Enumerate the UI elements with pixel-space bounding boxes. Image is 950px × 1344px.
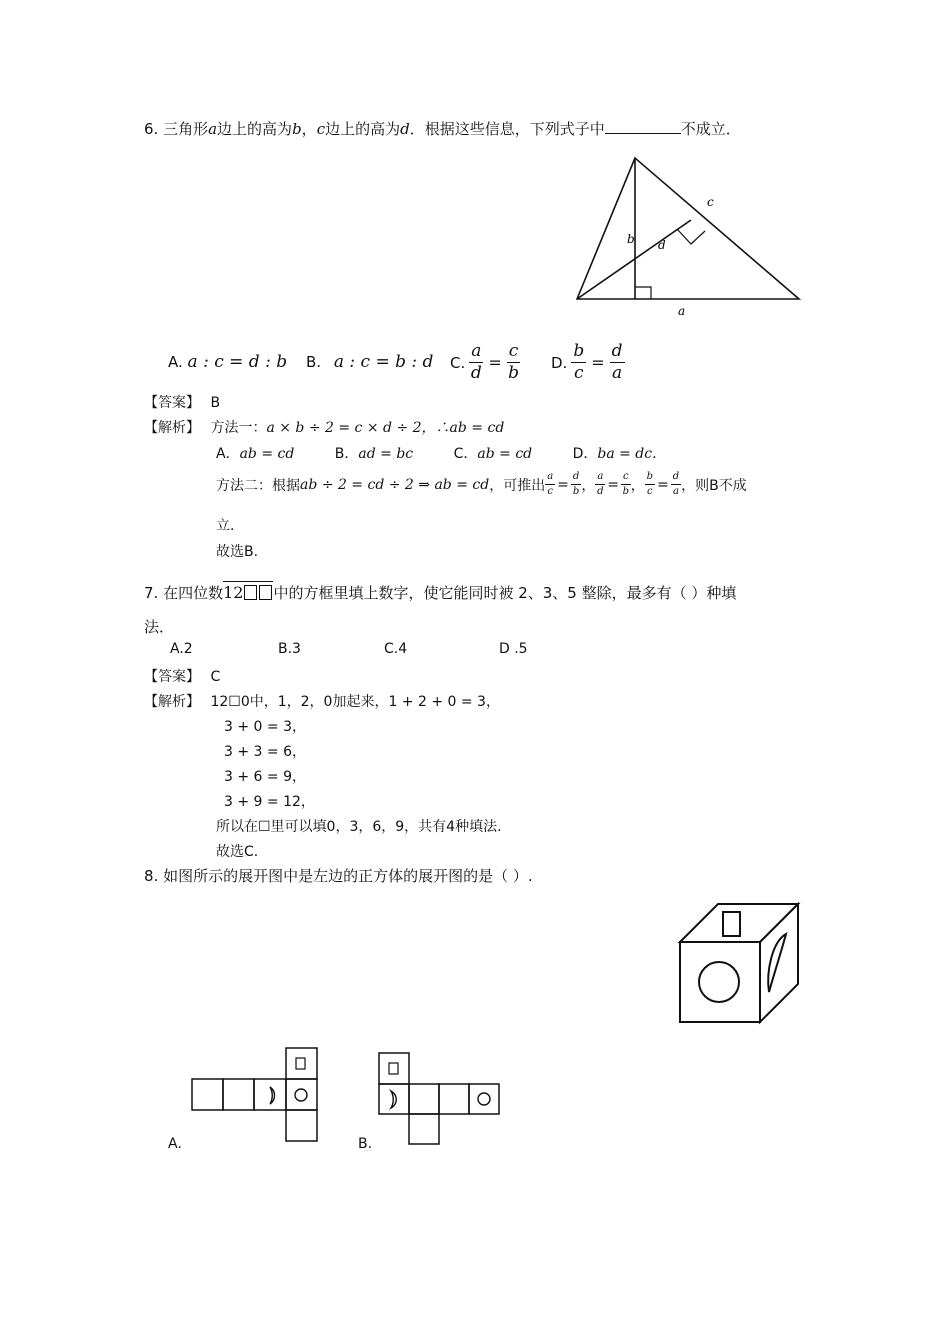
option-label: D．: [572, 446, 598, 462]
net-face: [409, 1084, 439, 1114]
net-b-figure: [377, 1051, 503, 1147]
denominator: b: [622, 486, 630, 497]
q6-conclusion: 故选B.: [216, 544, 259, 560]
cube-right-face: [760, 904, 798, 1022]
analysis-line: 3 + 6 = 9，: [224, 769, 306, 785]
option-label: B.: [306, 353, 322, 371]
q7-option-c: C.4: [384, 641, 408, 657]
q6-method2: [216, 472, 747, 497]
method1-expr: a × b ÷ 2 = c × d ÷ 2，∴ab = cd: [266, 420, 505, 436]
q6-stem-text: 不成立．: [680, 120, 741, 138]
analysis-line: 所以在☐里可以填0，3，6，9，共有4种填法.: [216, 819, 502, 835]
q7-option-b: B.3: [278, 641, 301, 657]
numerator: d: [611, 341, 623, 361]
net-face-circle: [469, 1084, 499, 1114]
frac: [545, 472, 555, 497]
q6-method2-wrap: 立.: [216, 518, 235, 534]
numerator: b: [573, 341, 585, 361]
q6-stem-text: ．根据这些信息，下列式子中: [409, 120, 605, 138]
right-angle-mark-c: [677, 229, 705, 244]
right-angle-mark-a: [635, 287, 651, 299]
q6-stem-text: 边上的高为: [325, 120, 401, 138]
separator: ，: [630, 477, 645, 494]
option-label: C．: [453, 446, 478, 462]
net-face-square: [286, 1048, 317, 1079]
frac: [595, 472, 605, 497]
frac-b-over-c: [571, 343, 586, 382]
q6-method1-options: [216, 443, 657, 463]
answer-tag: 【答案】: [144, 395, 200, 411]
equals-sign: =: [488, 353, 502, 372]
label-a: a: [678, 304, 686, 318]
q8-option-a: A.: [168, 1136, 182, 1152]
answer-value: C: [210, 669, 221, 685]
method2-label: 方法二：根据: [216, 477, 300, 494]
answer-tag: 【答案】: [144, 669, 200, 685]
cube-figure: [676, 900, 802, 1026]
net-face-circle: [286, 1079, 317, 1110]
q6-option-a: [168, 352, 287, 372]
q7-answer: [144, 666, 220, 686]
q6-option-b: [306, 352, 433, 372]
frac: [671, 472, 681, 497]
analysis-line: 3 + 0 = 3，: [224, 719, 306, 735]
q6-answer: [144, 392, 220, 412]
q8-option-b: B.: [358, 1136, 373, 1152]
net-face: [286, 1110, 317, 1141]
frac: [621, 472, 631, 497]
frac-c-over-b: [507, 343, 521, 382]
analysis-line: 3 + 9 = 12，: [224, 794, 315, 810]
option-label: B．: [334, 446, 359, 462]
frac-d-over-a: [610, 343, 625, 382]
method2-expr: ab ÷ 2 = cd ÷ 2 ⇒ ab = cd: [300, 476, 490, 493]
number-digits: 12: [223, 583, 244, 602]
square-symbol-icon: [389, 1063, 398, 1074]
denominator: c: [574, 363, 584, 383]
q6-stem-text: 边上的高为: [217, 120, 293, 138]
numerator: d: [671, 472, 681, 485]
answer-value: B: [210, 395, 221, 411]
q7-conclusion: 故选C.: [216, 844, 259, 860]
expr: ad = bc: [358, 446, 414, 462]
label-c: c: [707, 195, 714, 209]
separator: ，: [581, 477, 596, 494]
option-b-expr: a : c = b : d: [333, 352, 434, 372]
equals-sign: =: [557, 476, 569, 493]
analysis-tag: 【解析】: [144, 694, 200, 710]
expr: ab = cd: [477, 446, 533, 462]
frac: [571, 472, 581, 497]
frac-a-over-d: [469, 343, 483, 382]
analysis-line: 12☐0中，1，2，0加起来，1 + 2 + 0 = 3，: [210, 694, 500, 710]
crescent-symbol-icon: [768, 934, 786, 992]
blank-box-icon: [259, 585, 272, 600]
q6-stem: [144, 118, 741, 139]
denominator: b: [508, 363, 519, 383]
q7-analysis: [144, 691, 500, 711]
option-label: C.: [450, 353, 466, 372]
q7-stem: [144, 581, 736, 603]
q6-method1: [144, 417, 504, 437]
denominator: c: [547, 486, 553, 497]
method1-label: 方法一：: [210, 420, 267, 436]
analysis-tag: 【解析】: [144, 420, 200, 436]
equals-sign: =: [607, 476, 620, 493]
crescent-symbol-icon: [270, 1087, 275, 1104]
square-symbol-icon: [723, 912, 740, 936]
triangle-figure: [560, 150, 820, 325]
denominator: a: [672, 486, 679, 497]
analysis-line: 3 + 3 = 6，: [224, 744, 306, 760]
circle-symbol-icon: [699, 962, 739, 1002]
option-label: A.: [168, 353, 183, 371]
label-d: d: [658, 238, 666, 252]
crescent-symbol-icon: [391, 1091, 396, 1108]
q6-option-c: [450, 343, 520, 382]
blank-box-icon: [244, 585, 257, 600]
overlined-number: [223, 581, 273, 602]
expr: ba = dc.: [597, 446, 657, 462]
equals-sign: =: [657, 476, 669, 493]
q7-stem-wrap: 法．: [144, 618, 175, 636]
triangle-outline: [577, 158, 799, 299]
circle-symbol-icon: [295, 1089, 307, 1101]
q7-stem-text: 7. 在四位数: [144, 584, 224, 602]
numerator: c: [621, 472, 631, 485]
method2-text: ，则B不成: [681, 477, 747, 494]
option-a-expr: a : c = d : b: [187, 352, 288, 372]
numerator: b: [645, 472, 655, 485]
frac: [645, 472, 655, 497]
numerator: c: [508, 341, 519, 361]
q7-option-d: D .5: [499, 641, 528, 657]
var-d: d: [400, 120, 410, 138]
var-a: a: [208, 120, 218, 138]
q8-stem: 8. 如图所示的展开图中是左边的正方体的展开图的是（ ）.: [144, 867, 533, 885]
expr: ab = cd: [239, 446, 295, 462]
denominator: d: [470, 363, 482, 383]
net-face-crescent: [379, 1084, 409, 1114]
numerator: a: [545, 472, 555, 485]
net-face: [439, 1084, 469, 1114]
q6-stem-text: ，: [301, 120, 317, 138]
net-a-figure: [190, 1047, 322, 1143]
option-label: D.: [551, 353, 568, 372]
denominator: b: [572, 486, 580, 497]
method2-text: ，可推出: [489, 477, 546, 494]
numerator: a: [471, 341, 482, 361]
var-b: b: [292, 120, 302, 138]
net-face: [223, 1079, 254, 1110]
net-face: [409, 1114, 439, 1144]
var-c: c: [316, 120, 326, 138]
denominator: a: [612, 363, 623, 383]
q7-option-a: A.2: [170, 641, 193, 657]
answer-blank: [605, 121, 681, 134]
net-face-square: [379, 1053, 409, 1084]
q6-stem-text: 6. 三角形: [144, 120, 209, 138]
square-symbol-icon: [296, 1058, 305, 1069]
q6-option-d: [551, 343, 625, 382]
q7-stem-text: 中的方框里填上数字，使它能同时被 2、3、5 整除，最多有（ ）种填: [273, 584, 737, 602]
numerator: d: [571, 472, 581, 485]
cube-front-face: [680, 942, 760, 1022]
denominator: c: [647, 486, 653, 497]
equals-sign: =: [591, 353, 605, 372]
label-b: b: [627, 232, 635, 246]
denominator: d: [597, 486, 604, 497]
net-face: [192, 1079, 223, 1110]
option-label: A．: [216, 446, 240, 462]
net-face-crescent: [254, 1079, 286, 1110]
numerator: a: [595, 472, 605, 485]
circle-symbol-icon: [478, 1093, 490, 1105]
